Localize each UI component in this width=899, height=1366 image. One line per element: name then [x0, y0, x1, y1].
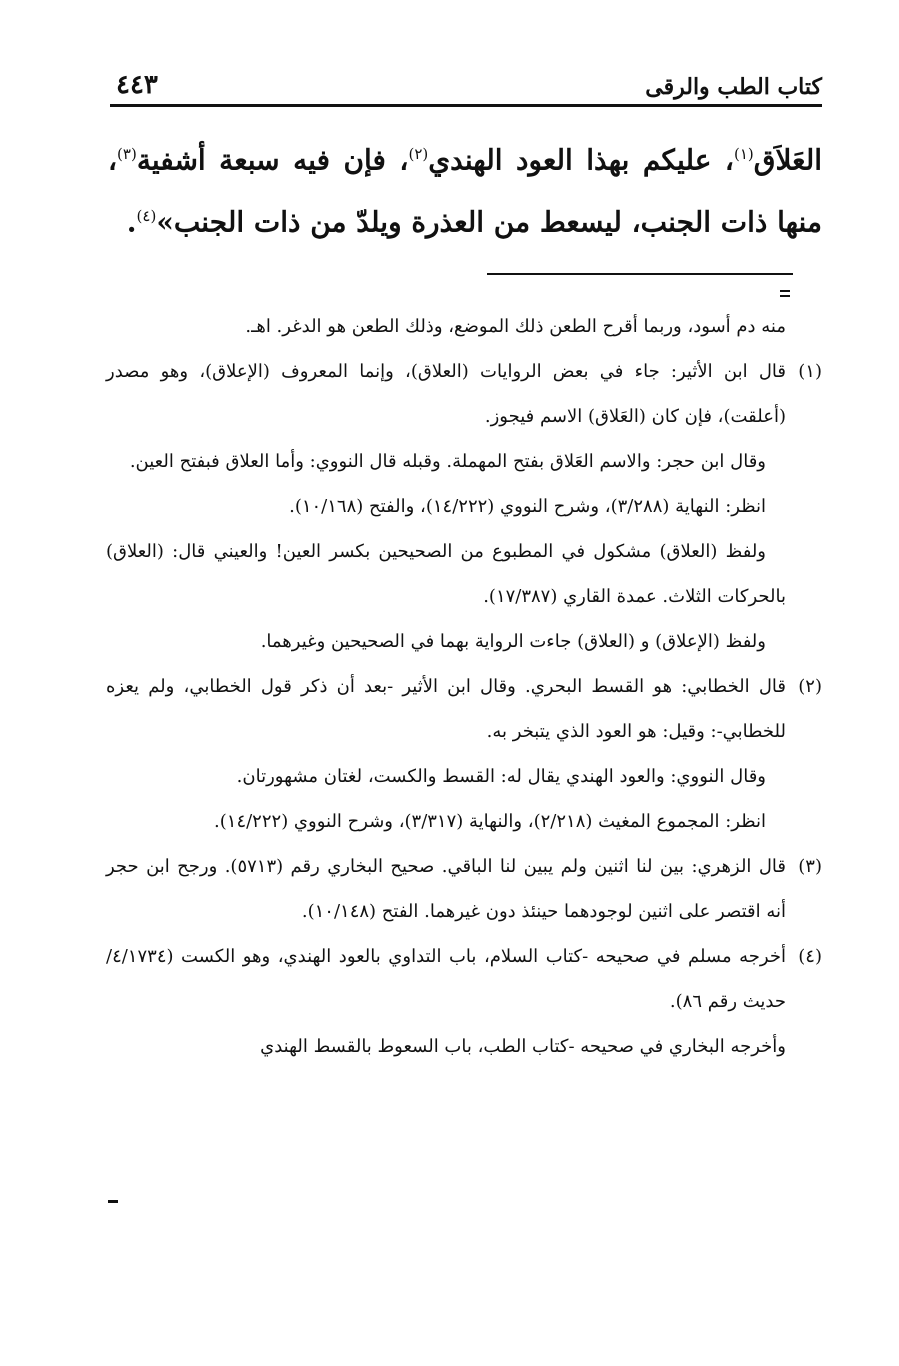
footnote-label: (٤): [798, 946, 822, 967]
footnote-text: قال الخطابي: هو القسط البحري. وقال ابن الأثير -بعد أن ذكر قول الخطابي، ولم يعزه للخطابي-: وقيل: هو العود الذي يتبخر به.: [106, 676, 786, 742]
main-text-part: ، فإن فيه سبعة أشفية: [136, 143, 409, 177]
footnote-paragraph: انظر: المجموع المغيث (٢/٢١٨)، والنهاية (٣/٣١٧)، وشرح النووي (١٤/٢٢٢).: [214, 811, 766, 832]
page-number: ٤٤٣: [116, 70, 158, 100]
main-text-part: .: [126, 205, 137, 239]
footnote-paragraph: وقال ابن حجر: والاسم العَلاق بفتح المهملة. وقبله قال النووي: وأما العلاق فبفتح العين.: [129, 451, 766, 472]
footnote-label: (١): [798, 361, 822, 382]
footnote-ref: (١): [733, 145, 754, 163]
footnote-text: قال الزهري: بين لنا اثنين ولم يبين لنا الباقي. صحيح البخاري رقم (٥٧١٣). ورجح ابن حجر أنه اقتصر على اثنين لوجودهما حينئذ دون غيرهما. الفتح (١٠/١٤٨).: [106, 856, 786, 922]
footnote-ref: (٣): [117, 145, 137, 163]
continuation-mark: [780, 290, 790, 292]
footnote-ref: (٤): [136, 207, 157, 226]
footnote-label: (٣): [798, 856, 822, 877]
footnote-text: أخرجه مسلم في صحيحه -كتاب السلام، باب التداوي بالعود الهندي، وهو الكست (٤/١٧٣٤/ حديث رقم ٨٦).: [106, 946, 786, 1012]
footnote-separator: [487, 273, 793, 275]
footnote-paragraph: انظر: النهاية (٣/٢٨٨)، وشرح النووي (١٤/٢٢٢)، والفتح (١٠/١٦٨).: [289, 496, 766, 517]
footnote-3: [106, 844, 822, 934]
footnote-ref: (٢): [408, 145, 429, 163]
footnote-label: (٢): [798, 676, 822, 697]
main-text-part: ، عليكم بهذا العود الهندي: [428, 143, 734, 177]
footnote-paragraph: وقال النووي: والعود الهندي يقال له: القسط والكست، لغتان مشهورتان.: [236, 766, 766, 787]
continuation-mark: [108, 1200, 118, 1203]
continuation-mark: [780, 295, 790, 297]
footnote-2: [106, 664, 822, 754]
footnote-paragraph: ولفظ (العلاق) مشكول في المطبوع من الصحيحين بكسر العين! والعيني قال: (العلاق) بالحركات الثلاث. عمدة القاري (١٧/٣٨٧).: [106, 541, 786, 607]
footnotes: [106, 304, 822, 1069]
footnote-4: [106, 934, 822, 1024]
footnote-text: قال ابن الأثير: جاء في بعض الروايات (العلاق)، وإنما المعروف (الإعلاق)، وهو مصدر (أعلقت)، فإن كان (العَلاق) الاسم فيجوز.: [106, 361, 786, 427]
footnote-1: [106, 349, 822, 439]
footnote-paragraph: ولفظ (الإعلاق) و (العلاق) جاءت الرواية بهما في الصحيحين وغيرهما.: [260, 631, 766, 652]
footnote-paragraph: وأخرجه البخاري في صحيحه -كتاب الطب، باب السعوط بالقسط الهندي: [260, 1036, 786, 1057]
footnote-continuation: منه دم أسود، وربما أقرح الطعن ذلك الموضع، وذلك الطعن هو الدغر. اهـ.: [245, 316, 786, 337]
page-header: [110, 70, 822, 107]
hadith-text: [108, 126, 822, 251]
chapter-title: كتاب الطب والرقى: [645, 74, 822, 100]
main-text-part: ، منها ذات الجنب، ليسعط من العذرة ويلدّ من ذات الجنب»: [108, 143, 822, 239]
main-text-part: العَلاَق: [753, 143, 822, 177]
